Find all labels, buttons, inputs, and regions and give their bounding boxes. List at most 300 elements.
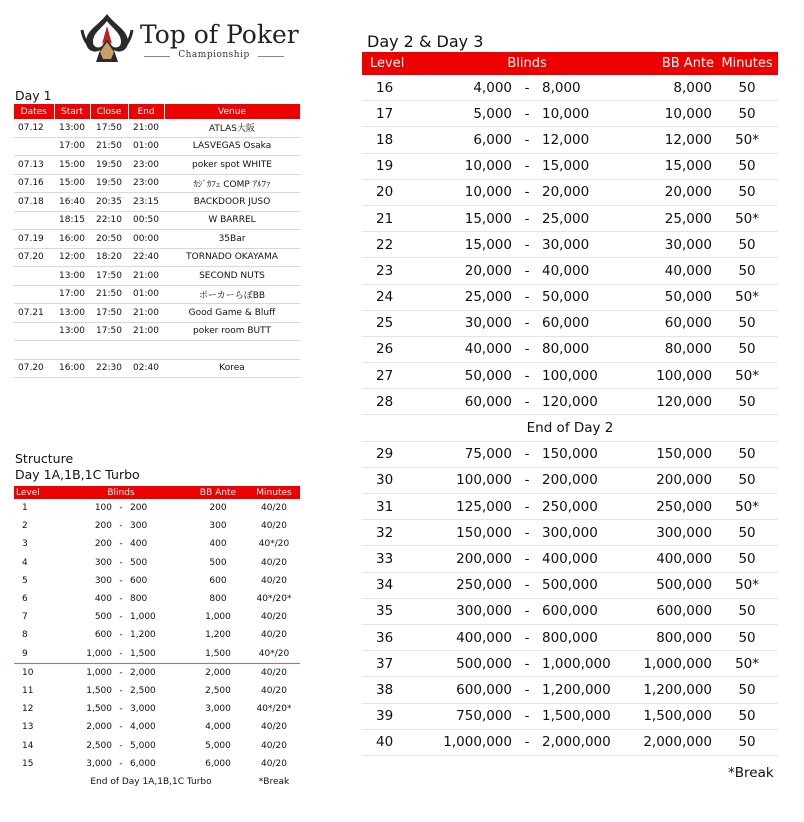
cell-date <box>14 341 54 360</box>
cell-venue: poker spot WHITE <box>164 156 300 175</box>
cell-end: 21:00 <box>128 304 164 323</box>
cell-bb-ante: 20,000 <box>632 179 716 205</box>
blinds-separator: - <box>512 310 542 336</box>
cell-minutes: 50 <box>716 336 778 362</box>
cell-date <box>14 322 54 341</box>
cell-close: 17:50 <box>90 304 128 323</box>
cell-end: 00:50 <box>128 211 164 230</box>
table-row <box>362 441 778 467</box>
cell-end: 23:00 <box>128 174 164 193</box>
cell-small-blind: 2,500 <box>86 740 112 751</box>
cell-venue: ATLAS大阪 <box>164 119 300 137</box>
cell-date <box>14 137 54 156</box>
table-row <box>14 193 300 212</box>
blinds-separator: - <box>512 284 542 310</box>
table-row <box>14 755 300 773</box>
cell-close: 20:50 <box>90 230 128 249</box>
cell-small-blind: 40,000 <box>422 336 512 362</box>
cell-bb-ante: 150,000 <box>632 441 716 467</box>
cell-small-blind: 50,000 <box>422 363 512 389</box>
table-row <box>362 729 778 755</box>
cell-minutes: 40/20 <box>261 612 287 623</box>
blinds-separator: - <box>512 494 542 520</box>
cell-bb-ante: 800 <box>209 594 227 605</box>
cell-minutes: 40/20 <box>261 685 287 696</box>
brand-logo <box>78 12 298 64</box>
blinds-separator: - <box>119 557 123 568</box>
col-bb-ante: BB Ante <box>188 486 248 499</box>
cell-small-blind: 75,000 <box>422 441 512 467</box>
col-minutes: Minutes <box>248 486 300 499</box>
table-row <box>362 677 778 703</box>
col-blinds: Blinds <box>54 486 188 499</box>
table-row <box>14 499 300 517</box>
blinds-separator: - <box>512 598 542 624</box>
blinds-separator: - <box>119 575 123 586</box>
cell-date: 07.12 <box>14 119 54 137</box>
cell-small-blind: 15,000 <box>422 205 512 231</box>
cell-big-blind: 20,000 <box>542 179 632 205</box>
cell-minutes: 50 <box>716 546 778 572</box>
cell-level: 27 <box>362 363 422 389</box>
cell-level: 7 <box>22 612 28 623</box>
cell-small-blind: 60,000 <box>422 389 512 415</box>
cell-small-blind: 100 <box>94 503 112 514</box>
cell-minutes: 50 <box>716 624 778 650</box>
cell-end: 01:00 <box>128 137 164 156</box>
table-row <box>14 718 300 736</box>
structure1-subheading: Day 1A,1B,1C Turbo <box>15 467 140 482</box>
table-row <box>14 174 300 193</box>
cell-start: 15:00 <box>54 156 90 175</box>
cell-big-blind: 8,000 <box>542 75 632 101</box>
blinds-separator: - <box>119 539 123 550</box>
cell-minutes: 50 <box>716 232 778 258</box>
end-of-day2-row <box>362 415 778 441</box>
cell-level: 29 <box>362 441 422 467</box>
cell-big-blind: 2,000,000 <box>542 729 632 755</box>
cell-end: 01:00 <box>128 285 164 304</box>
cell-end: 22:40 <box>128 248 164 267</box>
table-row <box>362 310 778 336</box>
cell-small-blind: 1,500 <box>86 704 112 715</box>
cell-start <box>54 341 90 360</box>
cell-venue: ポーカーらぼBB <box>164 285 300 304</box>
cell-venue: SECOND NUTS <box>164 267 300 286</box>
cell-bb-ante: 2,500 <box>205 685 231 696</box>
cell-big-blind: 150,000 <box>542 441 632 467</box>
cell-big-blind: 25,000 <box>542 205 632 231</box>
cell-small-blind: 200 <box>94 521 112 532</box>
table-row <box>362 363 778 389</box>
cell-bb-ante: 15,000 <box>632 153 716 179</box>
cell-end: 23:15 <box>128 193 164 212</box>
cell-small-blind: 100,000 <box>422 467 512 493</box>
cell-small-blind: 600 <box>94 630 112 641</box>
cell-small-blind: 300,000 <box>422 598 512 624</box>
cell-bb-ante: 10,000 <box>632 101 716 127</box>
cell-level: 26 <box>362 336 422 362</box>
cell-minutes: 40/20 <box>261 521 287 532</box>
cell-bb-ante: 300 <box>209 521 227 532</box>
blinds-separator: - <box>512 729 542 755</box>
cell-bb-ante: 600 <box>209 575 227 586</box>
cell-big-blind: 12,000 <box>542 127 632 153</box>
table-row <box>14 137 300 156</box>
cell-bb-ante: 1,200,000 <box>632 677 716 703</box>
blinds-separator: - <box>119 630 123 641</box>
cell-start: 13:00 <box>54 119 90 137</box>
blinds-separator: - <box>512 205 542 231</box>
cell-bb-ante: 60,000 <box>632 310 716 336</box>
cell-level: 23 <box>362 258 422 284</box>
cell-level: 30 <box>362 467 422 493</box>
table-row <box>14 700 300 718</box>
cell-small-blind: 15,000 <box>422 232 512 258</box>
cell-small-blind: 600,000 <box>422 677 512 703</box>
cell-small-blind: 125,000 <box>422 494 512 520</box>
cell-big-blind: 500 <box>130 557 148 568</box>
blinds-separator: - <box>512 232 542 258</box>
cell-date: 07.18 <box>14 193 54 212</box>
cell-minutes: 50 <box>716 677 778 703</box>
cell-bb-ante: 500,000 <box>632 572 716 598</box>
col-bb-ante: BB Ante <box>632 52 716 75</box>
day1-header-row <box>14 104 300 119</box>
cell-venue: poker room BUTT <box>164 322 300 341</box>
table-row <box>362 520 778 546</box>
cell-big-blind: 200 <box>130 503 148 514</box>
cell-venue: BACKDOOR JUSO <box>164 193 300 212</box>
cell-level: 22 <box>362 232 422 258</box>
cell-level: 1 <box>22 503 28 514</box>
cell-start: 16:00 <box>54 359 90 378</box>
spacer <box>14 773 54 791</box>
cell-minutes: 50 <box>716 179 778 205</box>
blinds-separator: - <box>119 722 123 733</box>
cell-bb-ante: 2,000,000 <box>632 729 716 755</box>
cell-level: 35 <box>362 598 422 624</box>
cell-bb-ante: 250,000 <box>632 494 716 520</box>
cell-level: 34 <box>362 572 422 598</box>
cell-level: 25 <box>362 310 422 336</box>
cell-minutes: 50* <box>716 494 778 520</box>
blinds-separator: - <box>512 258 542 284</box>
table-row <box>362 205 778 231</box>
table-row <box>14 682 300 700</box>
table-row <box>14 322 300 341</box>
cell-minutes: 50* <box>716 284 778 310</box>
blinds-separator: - <box>512 703 542 729</box>
cell-venue: W BARREL <box>164 211 300 230</box>
blinds-separator: - <box>512 127 542 153</box>
cell-close: 20:35 <box>90 193 128 212</box>
cell-minutes: 50 <box>716 703 778 729</box>
table-row <box>362 546 778 572</box>
cell-minutes: 40/20 <box>261 722 287 733</box>
cell-level: 10 <box>22 667 34 678</box>
cell-close: 17:50 <box>90 267 128 286</box>
cell-small-blind: 500 <box>94 612 112 623</box>
break-note: *Break <box>728 765 774 781</box>
table-row <box>362 127 778 153</box>
cell-level: 31 <box>362 494 422 520</box>
cell-big-blind: 6,000 <box>130 758 156 769</box>
cell-small-blind: 200,000 <box>422 546 512 572</box>
table-row <box>14 645 300 664</box>
cell-small-blind: 500,000 <box>422 651 512 677</box>
cell-small-blind: 25,000 <box>422 284 512 310</box>
cell-big-blind: 80,000 <box>542 336 632 362</box>
cell-level: 17 <box>362 101 422 127</box>
table-row <box>362 651 778 677</box>
day1-col-3: End <box>128 104 164 119</box>
table-row <box>362 153 778 179</box>
cell-level: 20 <box>362 179 422 205</box>
blinds-separator: - <box>112 645 130 664</box>
table-row <box>14 156 300 175</box>
cell-minutes: 40/20 <box>261 557 287 568</box>
table-row <box>362 467 778 493</box>
cell-close: 22:10 <box>90 211 128 230</box>
table-row <box>14 119 300 137</box>
spade-crown-logo-icon <box>78 12 136 64</box>
cell-level: 28 <box>362 389 422 415</box>
col-level: Level <box>362 52 422 75</box>
cell-close <box>90 341 128 360</box>
cell-small-blind: 5,000 <box>422 101 512 127</box>
cell-big-blind: 4,000 <box>130 722 156 733</box>
cell-minutes: 40/20 <box>261 575 287 586</box>
cell-big-blind: 10,000 <box>542 101 632 127</box>
cell-big-blind: 50,000 <box>542 284 632 310</box>
table-row <box>362 494 778 520</box>
cell-big-blind: 120,000 <box>542 389 632 415</box>
cell-level: 24 <box>362 284 422 310</box>
cell-venue <box>164 341 300 360</box>
cell-big-blind: 60,000 <box>542 310 632 336</box>
structure1-footer-row <box>14 773 300 791</box>
cell-minutes: 50* <box>716 572 778 598</box>
cell-small-blind: 200 <box>94 539 112 550</box>
cell-big-blind: 2,000 <box>130 667 156 678</box>
cell-big-blind: 300 <box>130 521 148 532</box>
cell-level: 33 <box>362 546 422 572</box>
cell-bb-ante: 40,000 <box>632 258 716 284</box>
blinds-separator: - <box>119 521 123 532</box>
cell-bb-ante: 4,000 <box>205 722 231 733</box>
cell-bb-ante: 6,000 <box>205 758 231 769</box>
cell-level: 15 <box>22 758 34 769</box>
cell-date: 07.19 <box>14 230 54 249</box>
cell-big-blind: 1,200 <box>130 630 156 641</box>
table-row <box>14 535 300 553</box>
cell-bb-ante: 12,000 <box>632 127 716 153</box>
table-row <box>362 179 778 205</box>
cell-minutes: 50 <box>716 153 778 179</box>
cell-minutes: 40/20 <box>261 630 287 641</box>
cell-level: 18 <box>362 127 422 153</box>
table-row <box>14 663 300 682</box>
cell-bb-ante: 8,000 <box>632 75 716 101</box>
cell-minutes: 50 <box>716 729 778 755</box>
table-row <box>14 304 300 323</box>
cell-big-blind: 500,000 <box>542 572 632 598</box>
cell-bb-ante: 800,000 <box>632 624 716 650</box>
blinds-separator: - <box>119 612 123 623</box>
blinds-separator: - <box>512 75 542 101</box>
blinds-separator: - <box>512 153 542 179</box>
cell-bb-ante: 400 <box>209 539 227 550</box>
cell-small-blind: 1,000 <box>86 667 112 678</box>
table-row <box>362 258 778 284</box>
cell-big-blind: 300,000 <box>542 520 632 546</box>
cell-bb-ante: 5,000 <box>205 740 231 751</box>
cell-date: 07.21 <box>14 304 54 323</box>
cell-bb-ante: 1,500 <box>188 645 248 664</box>
cell-bb-ante: 1,500,000 <box>632 703 716 729</box>
cell-big-blind: 30,000 <box>542 232 632 258</box>
table-row <box>14 285 300 304</box>
cell-level: 12 <box>22 704 34 715</box>
cell-minutes: 50 <box>716 75 778 101</box>
cell-bb-ante: 30,000 <box>632 232 716 258</box>
cell-bb-ante: 120,000 <box>632 389 716 415</box>
cell-big-blind: 3,000 <box>130 704 156 715</box>
cell-date <box>14 211 54 230</box>
cell-level: 38 <box>362 677 422 703</box>
table-row <box>14 554 300 572</box>
cell-level: 5 <box>22 575 28 586</box>
cell-bb-ante: 1,000 <box>205 612 231 623</box>
cell-level: 14 <box>22 740 34 751</box>
cell-bb-ante: 80,000 <box>632 336 716 362</box>
blinds-separator: - <box>119 704 123 715</box>
cell-level: 11 <box>22 685 34 696</box>
cell-small-blind: 250,000 <box>422 572 512 598</box>
structure2-header-row <box>362 52 778 75</box>
cell-start: 18:15 <box>54 211 90 230</box>
cell-date <box>14 285 54 304</box>
day1-col-0: Dates <box>14 104 54 119</box>
cell-minutes: 40/20 <box>261 503 287 514</box>
cell-date: 07.13 <box>14 156 54 175</box>
cell-level: 8 <box>22 630 28 641</box>
cell-close: 17:50 <box>90 119 128 137</box>
cell-minutes: 50 <box>716 467 778 493</box>
blinds-separator: - <box>512 336 542 362</box>
day1-col-2: Close <box>90 104 128 119</box>
cell-minutes: 40/20 <box>261 758 287 769</box>
table-row <box>14 736 300 754</box>
cell-minutes: 50 <box>716 441 778 467</box>
cell-end: 21:00 <box>128 267 164 286</box>
table-row <box>362 572 778 598</box>
table-row <box>14 608 300 626</box>
cell-big-blind: 100,000 <box>542 363 632 389</box>
cell-small-blind: 1,000 <box>54 645 112 664</box>
cell-small-blind: 750,000 <box>422 703 512 729</box>
cell-bb-ante: 200 <box>209 503 227 514</box>
blinds-separator: - <box>512 520 542 546</box>
cell-start: 16:00 <box>54 230 90 249</box>
cell-minutes: 50 <box>716 520 778 546</box>
table-row <box>14 359 300 378</box>
blinds-separator: - <box>512 441 542 467</box>
cell-close: 19:50 <box>90 174 128 193</box>
cell-minutes: 40*/20 <box>248 645 300 664</box>
cell-big-blind: 200,000 <box>542 467 632 493</box>
cell-minutes: 50 <box>716 598 778 624</box>
structure1-break-note: *Break <box>258 776 290 787</box>
cell-bb-ante: 300,000 <box>632 520 716 546</box>
cell-level: 2 <box>22 521 28 532</box>
cell-venue: Korea <box>164 359 300 378</box>
cell-level: 6 <box>22 594 28 605</box>
blinds-separator: - <box>512 651 542 677</box>
day1-schedule-table <box>14 104 301 378</box>
blinds-separator: - <box>119 685 123 696</box>
cell-minutes: 50 <box>716 389 778 415</box>
cell-start: 12:00 <box>54 248 90 267</box>
cell-bb-ante: 500 <box>209 557 227 568</box>
cell-level: 37 <box>362 651 422 677</box>
cell-minutes: 50* <box>716 651 778 677</box>
cell-minutes: 50* <box>716 205 778 231</box>
cell-close: 19:50 <box>90 156 128 175</box>
cell-minutes: 40*/20 <box>258 539 290 550</box>
cell-end: 21:00 <box>128 322 164 341</box>
cell-big-blind: 40,000 <box>542 258 632 284</box>
cell-small-blind: 10,000 <box>422 179 512 205</box>
day1-col-1: Start <box>54 104 90 119</box>
table-row <box>362 703 778 729</box>
cell-start: 13:00 <box>54 304 90 323</box>
cell-bb-ante: 400,000 <box>632 546 716 572</box>
table-row <box>14 267 300 286</box>
cell-small-blind: 30,000 <box>422 310 512 336</box>
cell-level: 16 <box>362 75 422 101</box>
cell-close: 21:50 <box>90 285 128 304</box>
cell-level: 9 <box>14 645 54 664</box>
blinds-separator: - <box>512 363 542 389</box>
structure1-table <box>14 486 300 791</box>
cell-level: 3 <box>22 539 28 550</box>
blinds-separator: - <box>119 503 123 514</box>
blinds-separator: - <box>512 546 542 572</box>
cell-start: 15:00 <box>54 174 90 193</box>
cell-end: 23:00 <box>128 156 164 175</box>
cell-small-blind: 6,000 <box>422 127 512 153</box>
cell-start: 16:40 <box>54 193 90 212</box>
cell-minutes: 40/20 <box>261 740 287 751</box>
blinds-separator: - <box>119 667 123 678</box>
brand-title: Top of Poker <box>140 20 299 49</box>
cell-big-blind: 2,500 <box>130 685 156 696</box>
cell-big-blind: 400,000 <box>542 546 632 572</box>
cell-big-blind: 5,000 <box>130 740 156 751</box>
cell-minutes: 50 <box>716 101 778 127</box>
cell-big-blind: 1,000 <box>130 612 156 623</box>
table-row <box>362 101 778 127</box>
cell-bb-ante: 100,000 <box>632 363 716 389</box>
blinds-separator: - <box>512 179 542 205</box>
cell-minutes: 50 <box>716 310 778 336</box>
blinds-separator: - <box>512 101 542 127</box>
structure2-heading: Day 2 & Day 3 <box>367 32 484 51</box>
cell-bb-ante: 1,200 <box>205 630 231 641</box>
table-row <box>14 230 300 249</box>
